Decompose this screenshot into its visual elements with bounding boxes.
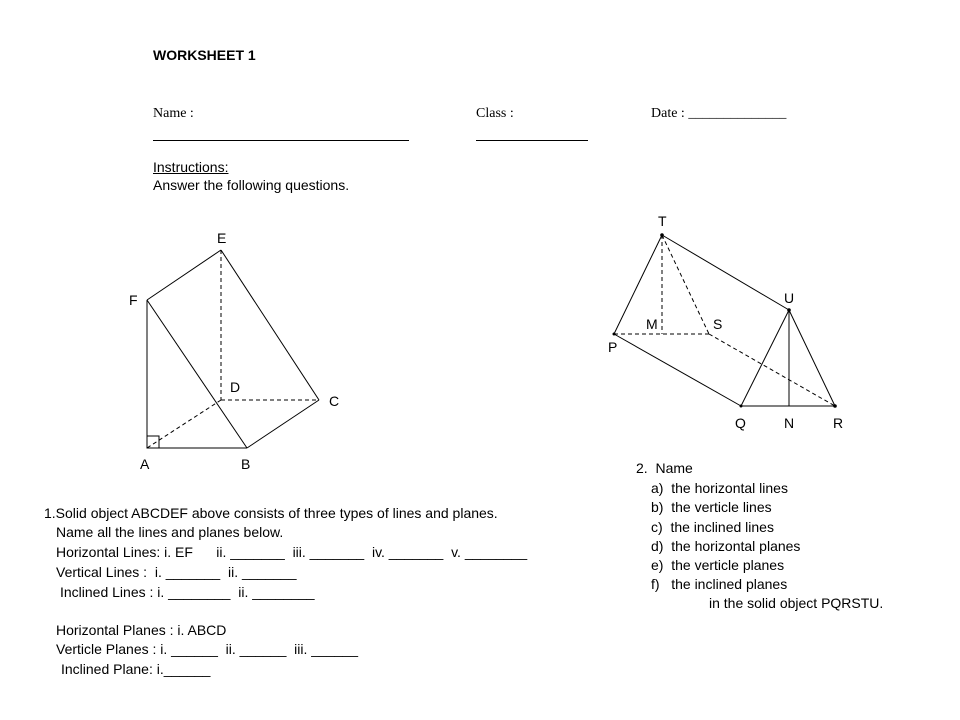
vertex-label-T: T — [658, 213, 667, 229]
q2-item-e: e) the verticle planes — [651, 557, 785, 573]
q2-item-a: a) the horizontal lines — [651, 480, 788, 496]
vertex-label-M: M — [646, 316, 658, 332]
q1-inclined-plane: Inclined Plane: i.______ — [61, 661, 211, 677]
q1-horizontal-planes: Horizontal Planes : i. ABCD — [56, 622, 227, 638]
q2-item-object: in the solid object PQRSTU. — [709, 595, 884, 611]
date-label: Date : ______________ — [651, 106, 787, 121]
instructions-text: Answer the following questions. — [153, 177, 350, 193]
q2-item-c: c) the inclined lines — [651, 519, 774, 535]
vertex-label-B: B — [241, 456, 251, 472]
q1-verticle-planes: Verticle Planes : i. ______ ii. ______ iii. ______ — [56, 641, 358, 657]
vertex-label-F: F — [129, 292, 138, 308]
vertex-label-D: D — [230, 379, 241, 395]
q1-line-2: Name all the lines and planes below. — [56, 524, 284, 540]
vertex-label-A: A — [140, 456, 150, 472]
vertex-label-E: E — [217, 230, 227, 246]
q2-item-f: f) the inclined planes — [651, 576, 788, 592]
instructions-heading: Instructions: — [153, 159, 229, 175]
vertex-label-S: S — [713, 316, 723, 332]
figure1-prism — [147, 250, 319, 448]
vertex-label-P: P — [608, 339, 618, 355]
worksheet-title: WORKSHEET 1 — [153, 47, 256, 63]
q1-inclined-lines: Inclined Lines : i. ________ ii. ________ — [60, 584, 315, 600]
q2-item-d: d) the horizontal planes — [651, 538, 801, 554]
vertex-label-U: U — [784, 290, 795, 306]
q2-line-name: 2. Name — [636, 460, 693, 476]
q1-vertical-lines: Vertical Lines : i. _______ ii. _______ — [56, 564, 297, 580]
vertex-label-C: C — [329, 393, 340, 409]
vertex-label-Q: Q — [735, 415, 746, 431]
name-label: Name : — [153, 106, 194, 121]
vertex-label-R: R — [833, 415, 844, 431]
class-label: Class : — [476, 106, 514, 121]
q1-horizontal-lines: Horizontal Lines: i. EF ii. _______ iii. _______ iv. _______ v. ________ — [56, 544, 528, 560]
q2-item-b: b) the verticle lines — [651, 499, 772, 515]
q1-line-1: 1.Solid object ABCDEF above consists of three types of lines and planes. — [44, 505, 498, 521]
vertex-label-N: N — [784, 415, 795, 431]
